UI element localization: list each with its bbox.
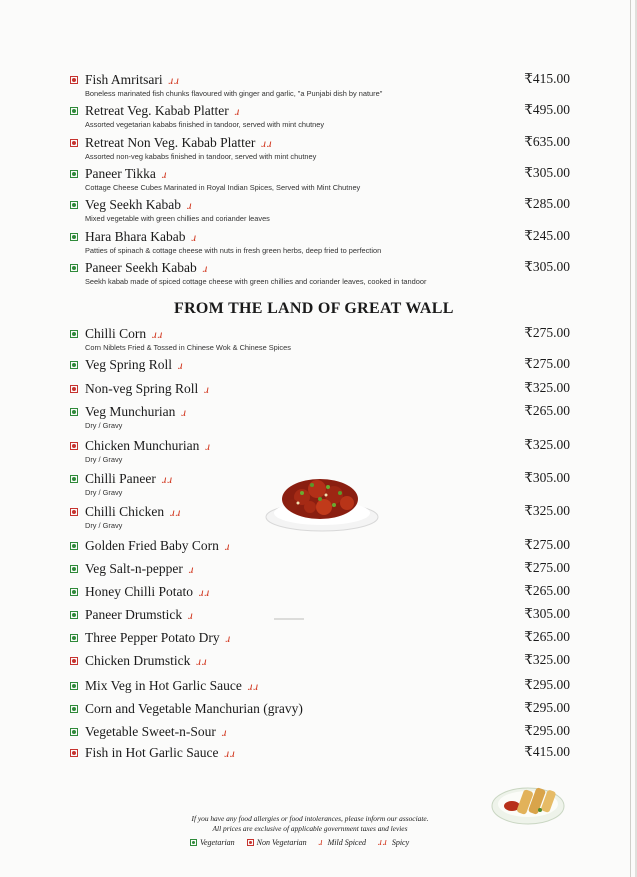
item-price: ₹275.00 [524, 325, 570, 340]
nonveg-marker-icon [70, 442, 78, 450]
legend-mild-label: Mild Spiced [327, 838, 367, 847]
veg-marker-icon [70, 565, 78, 573]
item-description: Dry / Gravy [85, 521, 123, 530]
item-price: ₹295.00 [524, 700, 570, 715]
legend-veg [190, 838, 235, 847]
legend [190, 837, 409, 848]
footer-note [140, 814, 480, 834]
item-price: ₹325.00 [524, 652, 570, 667]
nonveg-marker-icon [70, 76, 78, 84]
item-name: Corn and Vegetable Manchurian (gravy) [85, 701, 303, 716]
item-description: Boneless marinated fish chunks flavoured with ginger and garlic, "a Punjabi dish by nature" [85, 89, 383, 98]
item-price: ₹415.00 [524, 71, 570, 86]
allergy-note: If you have any food allergies or food intolerances, please inform our associate. [191, 814, 429, 823]
item-name: Veg Spring Roll [85, 357, 173, 372]
menu-item [70, 629, 570, 647]
item-description: Assorted non-veg kababs finished in tandoor, served with mint chutney [85, 152, 317, 161]
item-name: Mix Veg in Hot Garlic Sauce [85, 678, 242, 693]
veg-marker-icon [70, 233, 78, 241]
item-name: Veg Salt-n-pepper [85, 561, 183, 576]
chilli-icon: ɹɹ [261, 135, 273, 150]
page-edge [630, 0, 631, 877]
menu-item [70, 437, 570, 464]
item-price: ₹275.00 [524, 356, 570, 371]
item-name: Chilli Chicken [85, 504, 165, 519]
menu-item [70, 165, 570, 192]
item-name: Retreat Veg. Kabab Platter [85, 103, 229, 118]
item-price: ₹325.00 [524, 503, 570, 518]
item-description: Dry / Gravy [85, 421, 123, 430]
menu-item [70, 356, 570, 374]
veg-marker-icon [70, 475, 78, 483]
item-price: ₹245.00 [524, 228, 570, 243]
item-price: ₹265.00 [524, 629, 570, 644]
legend-nonveg [247, 838, 307, 847]
print-speck [274, 618, 304, 620]
item-description: Assorted vegetarian kababs finished in tandoor, served with mint chutney [85, 120, 325, 129]
menu-item [70, 71, 570, 98]
tax-note: All prices are exclusive of applicable government taxes and levies [212, 824, 408, 833]
veg-marker-icon [70, 542, 78, 550]
section-title: FROM THE LAND OF GREAT WALL [174, 300, 454, 317]
veg-marker-icon [70, 264, 78, 272]
chilli-icon: ɹ [161, 166, 168, 181]
menu-item [70, 700, 570, 718]
menu-item [70, 134, 570, 161]
item-name: Non-veg Spring Roll [85, 381, 199, 396]
legend-veg-label: Vegetarian [200, 838, 235, 847]
item-name: Veg Munchurian [85, 404, 176, 419]
item-description: Corn Niblets Fried & Tossed in Chinese Wok & Chinese Spices [85, 343, 291, 352]
item-price: ₹295.00 [524, 723, 570, 738]
item-name: Chicken Drumstick [85, 653, 191, 668]
item-description: Cottage Cheese Cubes Marinated in Royal Indian Spices, Served with Mint Chutney [85, 183, 361, 192]
menu-item [70, 228, 570, 255]
menu-item [70, 102, 570, 129]
item-price: ₹285.00 [524, 196, 570, 211]
legend-spicy-label: Spicy [391, 838, 410, 847]
item-price: ₹305.00 [524, 165, 570, 180]
veg-marker-icon [70, 201, 78, 209]
chilli-icon: ɹ [204, 381, 210, 396]
veg-marker-icon [70, 634, 78, 642]
item-price: ₹295.00 [524, 677, 570, 692]
menu-item [70, 744, 570, 762]
menu-item [70, 677, 570, 695]
menu-item [70, 652, 570, 670]
item-name: Honey Chilli Potato [85, 584, 193, 599]
item-price: ₹325.00 [524, 437, 570, 452]
item-price: ₹305.00 [524, 259, 570, 274]
item-name: Retreat Non Veg. Kabab Platter [85, 135, 256, 150]
spring-rolls-image [490, 776, 566, 826]
chilli-icon: ɹɹ [247, 678, 260, 693]
menu-item [70, 583, 570, 601]
veg-marker-icon [70, 107, 78, 115]
chilli-icon: ɹ [178, 357, 184, 372]
item-description: Patties of spinach & cottage cheese with nuts in fresh green herbs, deep fried to perfection [85, 246, 382, 255]
item-price: ₹635.00 [524, 134, 570, 149]
chilli-icon: ɹɹ [199, 584, 211, 599]
item-name: Golden Fried Baby Corn [85, 538, 219, 553]
chilli-icon: ɹ [221, 724, 228, 739]
item-price: ₹275.00 [524, 560, 570, 575]
menu-item [70, 403, 570, 430]
chilli-icon: ɹ [188, 607, 194, 622]
nonveg-marker-icon [70, 657, 78, 665]
nonveg-marker-icon [70, 508, 78, 516]
item-description: Dry / Gravy [85, 455, 123, 464]
item-name: Vegetable Sweet-n-Sour [85, 724, 216, 739]
item-name: Fish Amritsari [85, 72, 163, 87]
menu-item [70, 325, 570, 352]
veg-marker-icon [190, 839, 197, 846]
legend-nonveg-label: Non Vegetarian [256, 838, 307, 847]
legend-mild [319, 837, 366, 848]
menu-item [70, 537, 570, 555]
menu-item [70, 259, 570, 286]
chilli-icon: ɹ [186, 197, 193, 212]
item-price: ₹415.00 [524, 744, 570, 759]
item-name: Veg Seekh Kabab [85, 197, 181, 212]
veg-marker-icon [70, 588, 78, 596]
veg-marker-icon [70, 361, 78, 369]
item-price: ₹265.00 [524, 583, 570, 598]
chilli-icon: ɹɹ [152, 326, 164, 341]
item-description: Seekh kabab made of spiced cottage cheese with green chillies and coriander leaves, cooked in tandoor [85, 277, 427, 286]
item-price: ₹265.00 [524, 403, 570, 418]
item-description: Mixed vegetable with green chillies and coriander leaves [85, 214, 270, 223]
item-name: Chilli Paneer [85, 471, 156, 486]
menu-item [70, 723, 570, 741]
chilli-icon: ɹ [224, 538, 231, 553]
chilli-icon: ɹɹ [168, 72, 180, 87]
chilli-icon: ɹɹ [170, 504, 182, 519]
chilli-icon: ɹ [225, 630, 232, 645]
chilli-icon: ɹ [205, 438, 212, 453]
veg-marker-icon [70, 682, 78, 690]
veg-marker-icon [70, 705, 78, 713]
chilli-icon: ɹ [181, 404, 188, 419]
chilli-icon: ɹɹ [224, 745, 236, 760]
veg-marker-icon [70, 728, 78, 736]
item-price: ₹495.00 [524, 102, 570, 117]
nonveg-marker-icon [247, 839, 254, 846]
item-price: ₹305.00 [524, 470, 570, 485]
chilli-icon: ɹ [318, 837, 324, 848]
veg-marker-icon [70, 611, 78, 619]
item-name: Paneer Drumstick [85, 607, 183, 622]
nonveg-marker-icon [70, 139, 78, 147]
veg-marker-icon [70, 170, 78, 178]
item-price: ₹305.00 [524, 606, 570, 621]
item-price: ₹325.00 [524, 380, 570, 395]
item-name: Three Pepper Potato Dry [85, 630, 220, 645]
chilli-icon: ɹɹ [161, 471, 174, 486]
item-name: Fish in Hot Garlic Sauce [85, 745, 219, 760]
veg-marker-icon [70, 330, 78, 338]
item-name: Paneer Tikka [85, 166, 156, 181]
chilli-icon: ɹ [188, 561, 195, 576]
menu-item [70, 196, 570, 223]
chilli-icon: ɹ [191, 229, 198, 244]
nonveg-marker-icon [70, 385, 78, 393]
chilli-icon: ɹ [202, 260, 209, 275]
item-description: Dry / Gravy [85, 488, 123, 497]
chilli-icon: ɹɹ [378, 837, 388, 848]
veg-marker-icon [70, 408, 78, 416]
item-name: Hara Bhara Kabab [85, 229, 186, 244]
menu-item [70, 560, 570, 578]
menu-item [70, 380, 570, 398]
menu-item [70, 606, 570, 624]
chilli-icon: ɹɹ [196, 653, 208, 668]
item-name: Paneer Seekh Kabab [85, 260, 197, 275]
item-price: ₹275.00 [524, 537, 570, 552]
legend-spicy [378, 837, 409, 848]
nonveg-marker-icon [70, 749, 78, 757]
item-name: Chilli Corn [85, 326, 147, 341]
item-name: Chicken Munchurian [85, 438, 200, 453]
manchurian-dish-image [262, 465, 382, 535]
chilli-icon: ɹ [234, 103, 241, 118]
